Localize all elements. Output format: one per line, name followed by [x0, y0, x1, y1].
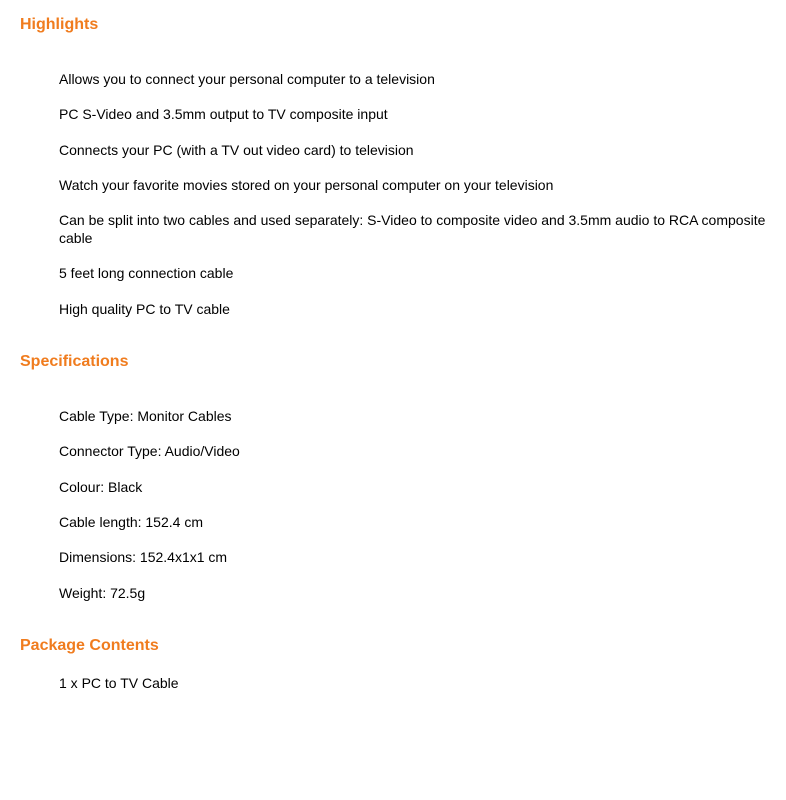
specification-item: Weight: 72.5g: [59, 585, 146, 601]
highlight-item: 5 feet long connection cable: [59, 265, 234, 281]
specification-item: Connector Type: Audio/Video: [59, 443, 240, 459]
specification-item: Cable Type: Monitor Cables: [59, 408, 232, 424]
highlight-item: Allows you to connect your personal computer to a television: [59, 71, 435, 87]
specification-item: Dimensions: 152.4x1x1 cm: [59, 549, 228, 565]
package-contents-item: 1 x PC to TV Cable: [59, 675, 179, 691]
package-contents-heading: Package Contents: [20, 637, 159, 654]
specification-item: Colour: Black: [59, 479, 143, 495]
highlight-item: High quality PC to TV cable: [59, 301, 230, 317]
specifications-heading: Specifications: [20, 353, 129, 370]
highlight-item: Can be split into two cables and used separately: S-Video to composite video and 3.5mm audio to RCA composite cable: [59, 212, 766, 246]
highlight-item: Watch your favorite movies stored on your personal computer on your television: [59, 177, 554, 193]
specification-item: Cable length: 152.4 cm: [59, 514, 203, 530]
highlight-item: Connects your PC (with a TV out video card) to television: [59, 142, 414, 158]
highlight-item: PC S-Video and 3.5mm output to TV composite input: [59, 106, 388, 122]
highlights-heading: Highlights: [20, 16, 99, 33]
